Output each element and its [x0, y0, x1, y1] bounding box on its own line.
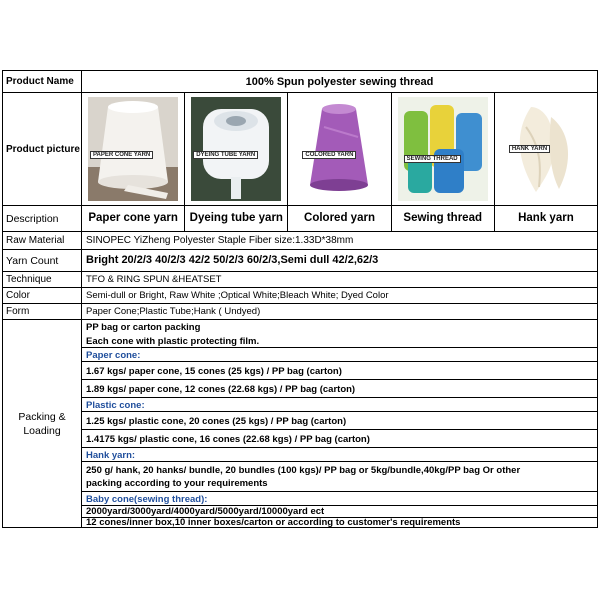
badge-paper-cone: PAPER CONE YARN [90, 151, 153, 159]
label-packing-line1: Packing & [18, 410, 66, 423]
packing-line-1: PP bag or carton packing [86, 322, 201, 333]
description-sewing-thread: Sewing thread [403, 212, 483, 224]
picture-cell-sewing-thread [392, 93, 495, 205]
value-yarn-count: Bright 20/2/3 40/2/3 42/2 50/2/3 60/2/3,Semi dull 42/2,62/3 [86, 254, 379, 266]
packing-line-plastic-2: 1.4175 kgs/ plastic cone, 16 cones (22.68 kgs) / PP bag (carton) [86, 434, 370, 445]
packing-line-hank-1: 250 g/ hank, 20 hanks/ bundle, 20 bundles (100 kgs)/ PP bag or 5kg/bundle,40kg/PP bag Or other [86, 465, 521, 476]
value-technique: TFO & RING SPUN &HEATSET [86, 274, 222, 285]
packing-line-2: Each cone with plastic protecting film. [86, 336, 260, 347]
description-paper-cone: Paper cone yarn [88, 212, 178, 224]
value-form: Paper Cone;Plastic Tube;Hank ( Undyed) [86, 306, 261, 317]
dyeing-tube-yarn-photo [191, 97, 281, 201]
description-cell-5 [495, 206, 597, 231]
packing-heading-paper-cone: Paper cone: [86, 350, 141, 361]
packing-heading-baby-cone: Baby cone(sewing thread): [86, 494, 208, 505]
row-packing-loading [2, 319, 598, 528]
label-form: Form [2, 304, 82, 319]
paper-cone-yarn-photo [88, 97, 178, 201]
row-description [2, 205, 598, 231]
description-cell-1 [82, 206, 185, 231]
label-product-name: Product Name [2, 71, 82, 92]
badge-sewing-thread: SEWING THREAD [404, 155, 461, 163]
description-cell-2 [185, 206, 288, 231]
packing-line-plastic-1: 1.25 kgs/ plastic cone, 20 cones (25 kgs) / PP bag (carton) [86, 416, 347, 427]
description-colored-yarn: Colored yarn [304, 212, 375, 224]
description-dyeing-tube: Dyeing tube yarn [189, 212, 283, 224]
picture-cell-hank-yarn [495, 93, 597, 205]
picture-cell-paper-cone [82, 93, 185, 205]
badge-colored-yarn: COLORED YARN [302, 151, 356, 159]
packing-line-baby-cone: 2000yard/3000yard/4000yard/5000yard/10000yard ect [86, 506, 325, 517]
label-description: Description [2, 206, 82, 231]
row-product-name [2, 70, 598, 92]
packing-line-hank-2: packing according to your requirements [86, 478, 268, 489]
packing-heading-hank-yarn: Hank yarn: [86, 450, 136, 461]
label-yarn-count: Yarn Count [2, 250, 82, 271]
sewing-thread-photo [398, 97, 488, 201]
spec-table [2, 70, 598, 528]
product-name-title: 100% Spun polyester sewing thread [245, 76, 434, 88]
colored-yarn-photo [294, 97, 384, 201]
value-color: Semi-dull or Bright, Raw White ;Optical White;Bleach White; Dyed Color [86, 290, 389, 301]
description-cell-3 [288, 206, 391, 231]
description-cell-4 [392, 206, 495, 231]
value-product-name-cell [82, 71, 598, 92]
row-color [2, 287, 598, 303]
label-color: Color [2, 288, 82, 303]
packing-details [82, 320, 598, 527]
packing-line-paper-1: 1.67 kgs/ paper cone, 15 cones (25 kgs) / PP bag (carton) [86, 366, 342, 377]
row-product-picture [2, 92, 598, 205]
value-raw-material: SINOPEC YiZheng Polyester Staple Fiber size:1.33D*38mm [86, 235, 354, 246]
label-packing-line2: Loading [23, 424, 61, 437]
label-raw-material: Raw Material [2, 232, 82, 249]
row-raw-material [2, 231, 598, 249]
packing-line-inner-box: 12 cones/inner box,10 inner boxes/carton or according to customer's requirements [86, 517, 461, 528]
description-cells [82, 206, 598, 231]
product-picture-cells [82, 93, 598, 205]
packing-line-paper-2: 1.89 kgs/ paper cone, 12 cones (22.68 kgs) / PP bag (carton) [86, 384, 356, 395]
row-technique [2, 271, 598, 287]
packing-heading-plastic-cone: Plastic cone: [86, 400, 145, 411]
row-yarn-count [2, 249, 598, 271]
description-hank-yarn: Hank yarn [518, 212, 574, 224]
row-form [2, 303, 598, 319]
picture-cell-colored-yarn [288, 93, 391, 205]
badge-dyeing-tube: DYEING TUBE YARN [193, 151, 258, 159]
label-packing-loading [2, 320, 82, 527]
label-product-picture: Product picture [2, 93, 82, 205]
badge-hank-yarn: HANK YARN [509, 145, 550, 153]
picture-cell-dyeing-tube [185, 93, 288, 205]
label-technique: Technique [2, 272, 82, 287]
